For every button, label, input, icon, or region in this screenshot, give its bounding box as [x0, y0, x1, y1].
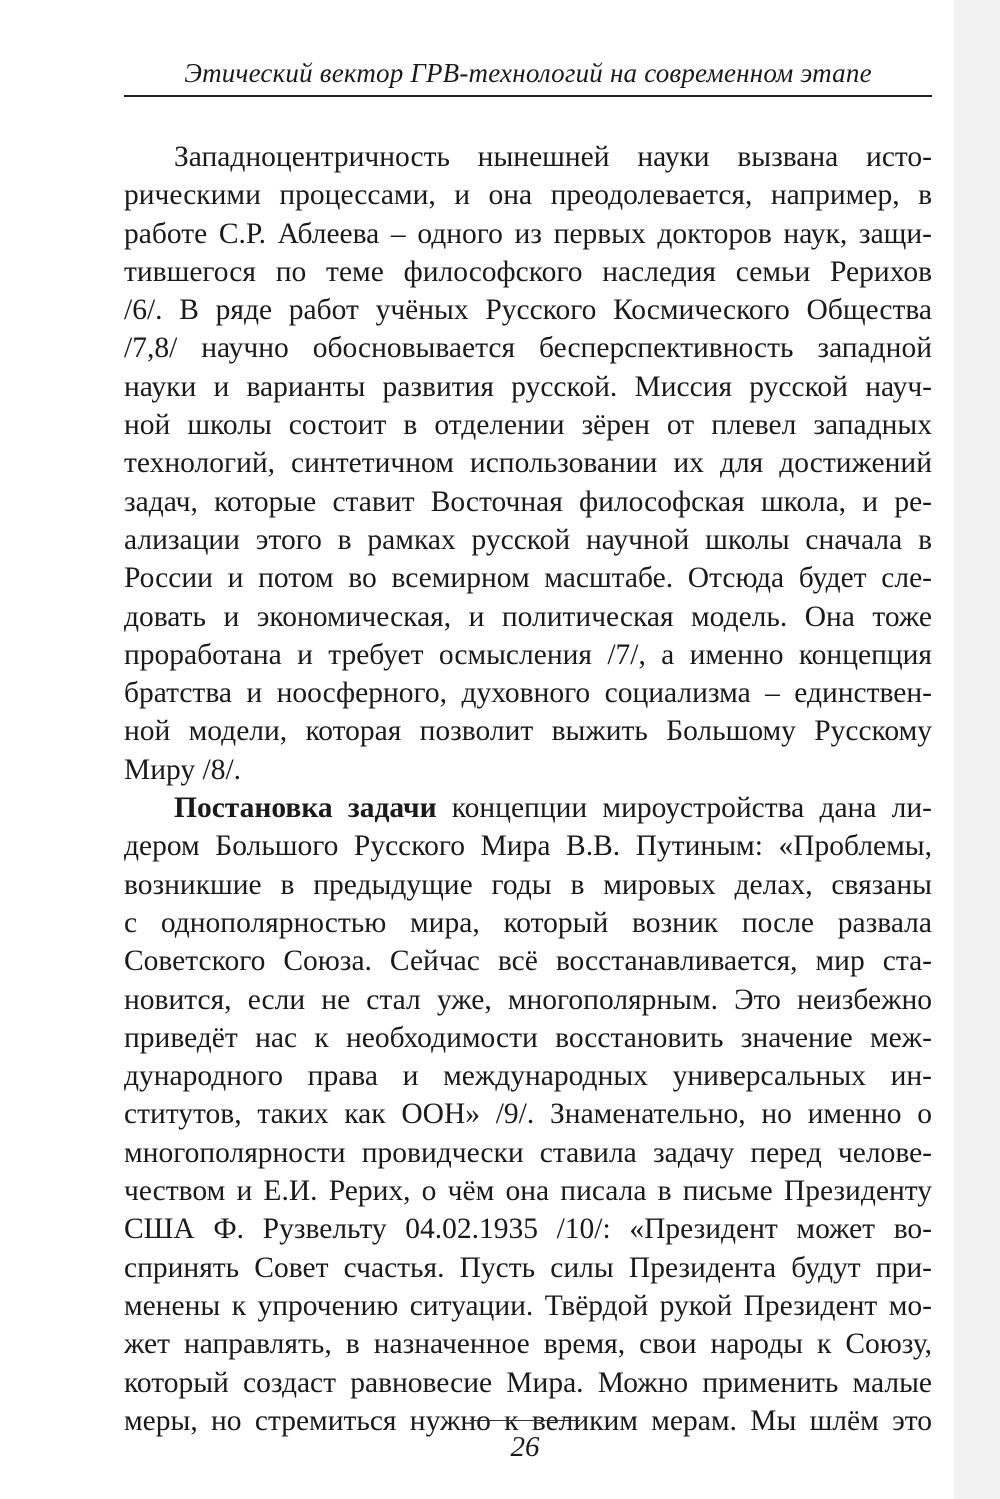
page-number: 26 [510, 1431, 540, 1463]
text-line: дународного права и международных универсальных ин- [124, 1060, 932, 1093]
text-line: ститутов, таких как ООН» /9/. Знаменательно, но именно о [124, 1098, 932, 1131]
text-line: /7,8/ научно обосновывается бесперспективность западной [124, 332, 932, 365]
text-line: работе С.Р. Аблеева – одного из первых докторов наук, защи- [124, 217, 932, 250]
text-line: приведёт нас к необходимости восстановить значение меж- [124, 1021, 932, 1054]
text-line: довать и экономическая, и политическая модель. Она тоже [124, 600, 932, 633]
text-line: науки и варианты развития русской. Миссия русской науч- [124, 370, 932, 403]
running-title: Этический вектор ГРВ-технологий на современном этапе [184, 58, 872, 88]
header-rule [124, 95, 932, 97]
text-run: концепции мироустройства дана ли- [436, 792, 932, 825]
text-line: чеством и Е.И. Рерих, о чём она писала в письме Президенту [124, 1175, 932, 1208]
bold-lead-phrase: Постановка задачи [174, 792, 437, 825]
text-line: менены к упрочению ситуации. Твёрдой рукой Президент мо- [124, 1289, 932, 1322]
text-line: который создаст равновесие Мира. Можно применить малые [124, 1366, 932, 1399]
text-line: США Ф. Рузвельту 04.02.1935 /10/: «Президент может во- [124, 1213, 932, 1246]
text-line: России и потом во всемирном масштабе. Отсюда будет сле- [124, 562, 932, 595]
text-line: тившегося по теме философского наследия семьи Рерихов [124, 255, 932, 288]
text-line: дером Большого Русского Мира В.В. Путиным: «Проблемы, [124, 830, 932, 863]
text-line: возникшие в предыдущие годы в мировых делах, связаны [124, 868, 932, 901]
text-line [124, 789, 932, 827]
text-line: ной школы состоит в отделении зёрен от плевел западных [124, 409, 932, 442]
text-line: рическими процессами, и она преодолевается, например, в [124, 179, 932, 212]
text-line: с однополярностью мира, который возник после развала [124, 906, 932, 939]
paragraph [124, 138, 932, 789]
footer-rule [470, 1420, 580, 1421]
text-line: новится, если не стал уже, многополярным. Это неизбежно [124, 983, 932, 1016]
text-line: технологий, синтетичном использовании их для достижений [124, 447, 932, 480]
text-line: братства и ноосферного, духовного социализма – единствен- [124, 677, 932, 710]
text-line: жет направлять, в назначенное время, свои народы к Союзу, [124, 1328, 932, 1361]
text-line: /6/. В ряде работ учёных Русского Космического Общества [124, 294, 932, 327]
text-line: многополярности провидчески ставила задачу перед челове- [124, 1136, 932, 1169]
text-line: ной модели, которая позволит выжить Большому Русскому [124, 715, 932, 748]
text-line: спринять Совет счастья. Пусть силы Президента будут при- [124, 1251, 932, 1284]
text-line: Западноцентричность нынешней науки вызвана исто- [174, 141, 932, 173]
page-edge-strip [954, 0, 1000, 1499]
text-line: проработана и требует осмысления /7/, а именно концепция [124, 638, 932, 671]
body-text [124, 138, 932, 1440]
text-line: задач, которые ставит Восточная философская школа, и ре- [124, 485, 932, 518]
paragraph [124, 789, 932, 1440]
text-line: Советского Союза. Сейчас всё восстанавливается, мир ста- [124, 945, 932, 978]
text-line: меры, но стремиться нужно к великим мерам. Мы шлём это [124, 1404, 932, 1437]
text-line: ализации этого в рамках русской научной школы сначала в [124, 523, 932, 556]
text-line: Миру /8/. [124, 753, 242, 786]
